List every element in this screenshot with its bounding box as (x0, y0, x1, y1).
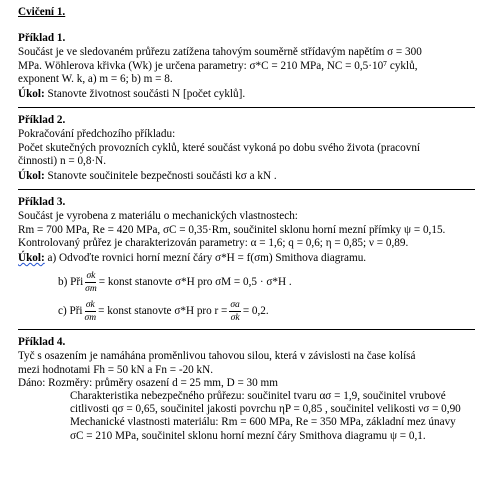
task-label: Úkol: (18, 88, 45, 101)
example-3 (18, 196, 475, 323)
document-title: Cvičení 1. (18, 6, 66, 18)
fraction-sk-sm (85, 300, 97, 323)
example-3-line-2: Rm = 700 MPa, Re = 420 MPa, σC = 0,35·Rm, součinitel sklonu horní mezní přímky ψ = 0,15. (18, 223, 446, 236)
task-text: a) Odvoďte rovnici horní mezní čáry σ*H = f(σm) Smithova diagramu. (47, 252, 367, 265)
example-2-task (18, 170, 475, 183)
fraction-denominator: σk (230, 313, 240, 324)
subtask-c-text: = konst stanovte σ*H pro r = (98, 305, 228, 318)
example-4-line-3: Dáno: Rozměry: průměry osazení d = 25 mm, D = 30 mm (18, 376, 278, 389)
example-1 (18, 32, 475, 101)
example-2-line-1: Pokračování předchozího příkladu: (18, 128, 176, 141)
task-label: Úkol: (18, 252, 45, 265)
fraction-sk-sm (85, 271, 97, 294)
example-4-line-4: Charakteristika nebezpečného průřezu: součinitel tvaru ασ = 1,9, součinitel vrubové (70, 390, 446, 403)
fraction-numerator: σa (230, 300, 240, 311)
subtask-b (18, 271, 475, 294)
example-4-line-7: σC = 210 MPa, součinitel sklonu horní mezní čáry Smithova diagramu ψ = 0,1. (70, 429, 426, 442)
example-1-line-1: Součást je ve sledovaném průřezu zatížena tahovým souměrně střídavým napětím σ = 300 (18, 46, 422, 59)
example-1-line-3: exponent W. k, a) m = 6; b) m = 8. (18, 72, 173, 85)
fraction-numerator: σk (85, 300, 95, 311)
task-text: Stanovte životnost součásti N [počet cyklů]. (47, 88, 246, 101)
example-2 (18, 114, 475, 183)
subtask-c-end: = 0,2. (242, 305, 269, 318)
example-4-line-2: mezi hodnotami Fh = 50 kN a Fn = -20 kN. (18, 363, 214, 376)
example-1-task (18, 88, 475, 101)
example-3-line-1: Součást je vyrobena z materiálu o mechanických vlastnostech: (18, 210, 298, 223)
example-1-heading: Příklad 1. (18, 32, 66, 45)
example-2-line-2: Počet skutečných provozních cyklů, které součást vykoná po dobu svého života (pracovní (18, 141, 421, 154)
example-4-line-6: Mechanické vlastnosti materiálu: Rm = 600 MPa, Re = 350 MPa, základní mez únavy (70, 416, 456, 429)
task-label: Úkol: (18, 170, 45, 183)
example-4-line-1: Tyč s osazením je namáhána proměnlivou tahovou silou, která v závislosti na čase kolísá (18, 350, 416, 363)
example-4-heading: Příklad 4. (18, 336, 66, 349)
subtask-c (18, 300, 475, 323)
fraction-numerator: σk (86, 271, 96, 282)
example-3-line-3: Kontrolovaný průřez je charakterizován parametry: α = 1,6; q = 0,6; η = 0,85; ν = 0,89. (18, 236, 409, 249)
fraction-denominator: σm (84, 313, 97, 324)
divider (18, 329, 475, 330)
subtask-b-prefix: b) Při (58, 276, 84, 289)
subtask-c-prefix: c) Při (58, 305, 83, 318)
fraction-denominator: σm (85, 284, 97, 295)
example-2-heading: Příklad 2. (18, 114, 66, 127)
task-text: Stanovte součinitele bezpečnosti součásti kσ a kN . (47, 170, 277, 183)
example-2-line-3: činnosti) n = 0,8·N. (18, 154, 107, 167)
example-4 (18, 336, 475, 443)
subtask-b-text: = konst stanovte σ*H pro σM = 0,5 · σ*H . (98, 276, 292, 289)
example-3-task (18, 252, 475, 265)
example-1-line-2: MPa. Wöhlerova křivka (Wk) je určena parametry: σ*C = 210 MPa, NC = 0,5·10⁷ cyklů, (18, 59, 418, 72)
divider (18, 189, 475, 190)
example-3-heading: Příklad 3. (18, 196, 66, 209)
divider (18, 107, 475, 108)
example-4-line-5: citlivosti qσ = 0,65, součinitel jakosti povrchu ηP = 0,85 , součinitel velikosti νσ = 0,90 (70, 403, 461, 416)
fraction-sa-sk (229, 300, 240, 323)
